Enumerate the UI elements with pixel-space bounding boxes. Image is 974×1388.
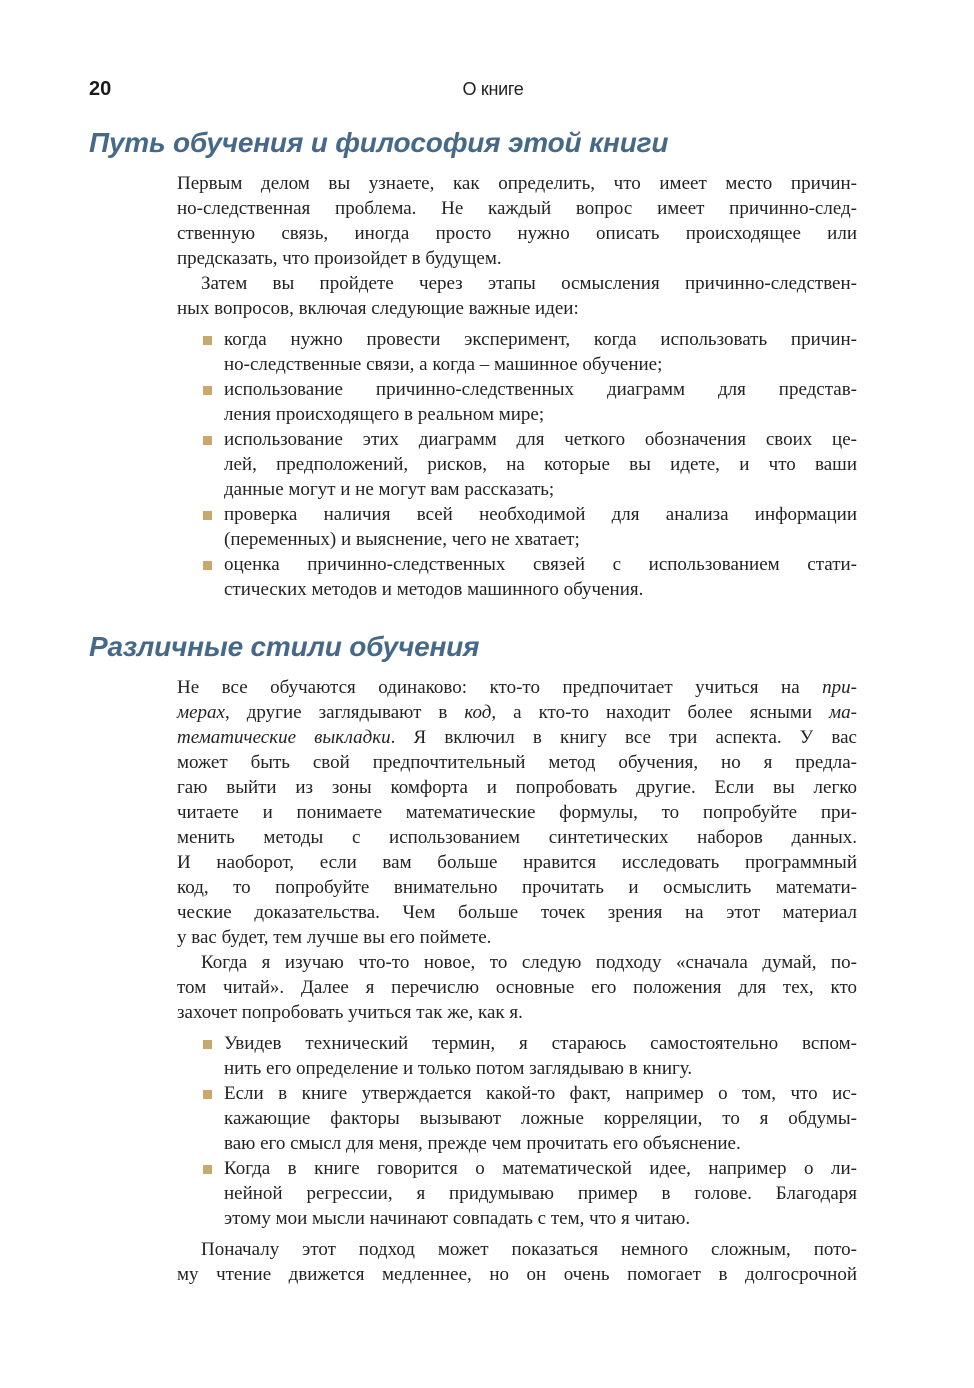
section-body [177,675,857,1287]
text-span: , другие заглядывают в [225,701,465,723]
list-item [177,327,857,377]
text-line: Затем вы пройдете через этапы осмысления причинно-следствен- [201,272,857,294]
list-item [177,377,857,427]
running-title: О книге [462,79,524,99]
text-span: , а кто-то находит более ясными [491,701,830,723]
text-line: кажающие факторы вызывают ложные корреляции, то я обдумы- [224,1107,857,1129]
text-line: но-следственная проблема. Не каждый вопрос имеет причинно-след- [177,197,857,219]
text-line: лей, предположений, рисков, на которые вы идете, и что ваши [224,453,857,475]
text-line: использование причинно-следственных диаграмм для представ- [224,378,857,400]
text-line: Когда в книге говорится о математической идее, например о ли- [224,1157,857,1179]
text-line: ческие доказательства. Чем больше точек зрения на этот материал [177,901,857,923]
list-item [177,1081,857,1156]
text-line: когда нужно провести эксперимент, когда использовать причин- [224,328,857,350]
emphasis-text: ма- [829,701,857,723]
paragraph [177,675,857,950]
page-number: 20 [89,78,112,100]
paragraph [177,171,857,271]
text-line: Первым делом вы узнаете, как определить, что имеет место причин- [177,172,857,194]
bullet-list [177,1031,857,1231]
text-line: захочет попробовать учиться так же, как я. [177,1001,523,1023]
text-line: Поначалу этот подход может показаться немного сложным, пото- [201,1238,857,1260]
square-bullet-icon [203,386,212,395]
text-line: ственную связь, иногда просто нужно описать происходящее или [177,222,857,244]
text-line: ваю его смысл для меня, прежде чем прочитать его объяснение. [224,1132,741,1154]
text-line: Когда я изучаю что-то новое, то следую подходу «сначала думай, по- [201,951,857,973]
text-line: И наоборот, если вам больше нравится исследовать программный [177,851,857,873]
text-line: оценка причинно-следственных связей с использованием стати- [224,553,857,575]
text-line: ных вопросов, включая следующие важные идеи: [177,297,579,319]
square-bullet-icon [203,1040,212,1049]
emphasis-text: тематические выкладки [177,726,391,748]
list-item [177,502,857,552]
paragraph [177,950,857,1025]
text-line [177,700,857,725]
text-span: Не все обучаются одинаково: кто-то предпочитает учиться на [177,676,823,698]
text-line: код, то попробуйте внимательно прочитать и осмыслить математи- [177,876,857,898]
text-line: проверка наличия всей необходимой для анализа информации [224,503,857,525]
square-bullet-icon [203,561,212,570]
text-line: может быть свой предпочтительный метод обучения, но я предла- [177,751,857,773]
text-line: нить его определение и только потом заглядываю в книгу. [224,1057,693,1079]
text-line: предсказать, что произойдет в будущем. [177,247,502,269]
square-bullet-icon [203,1090,212,1099]
emphasis-text: мерах [177,701,225,723]
text-line: (переменных) и выяснение, чего не хватает; [224,528,580,550]
paragraph [177,1237,857,1287]
text-line: му чтение движется медленнее, но он очень помогает в долгосрочной [177,1263,857,1285]
text-line: ления происходящего в реальном мире; [224,403,545,425]
emphasis-text: код [464,701,492,723]
text-line: Если в книге утверждается какой-то факт, например о том, что ис- [224,1082,857,1104]
list-item [177,427,857,502]
text-line: гаю выйти из зоны комфорта и попробовать другие. Если вы легко [177,776,857,798]
text-line [177,725,857,750]
section-heading: Различные стили обучения [89,631,480,662]
text-line: этому мои мысли начинают совпадать с тем, что я читаю. [224,1207,691,1229]
square-bullet-icon [203,511,212,520]
text-line: нейной регрессии, я придумываю пример в голове. Благодаря [224,1182,857,1204]
text-line: данные могут и не могут вам рассказать; [224,478,555,500]
square-bullet-icon [203,336,212,345]
emphasis-text: при- [822,676,857,698]
text-line: использование этих диаграмм для четкого обозначения своих це- [224,428,857,450]
bullet-list [177,327,857,602]
text-span: . Я включил в книгу все три аспекта. У вас [390,726,857,748]
text-line: том читай». Далее я перечислю основные его положения для тех, кто [177,976,857,998]
text-line: у вас будет, тем лучше вы его поймете. [177,926,492,948]
square-bullet-icon [203,1165,212,1174]
text-line: стических методов и методов машинного обучения. [224,578,644,600]
section-body [177,171,857,602]
square-bullet-icon [203,436,212,445]
text-line: менить методы с использованием синтетических наборов данных. [177,826,857,848]
paragraph [177,271,857,321]
list-item [177,552,857,602]
list-item [177,1031,857,1081]
text-line: читаете и понимаете математические формулы, то попробуйте при- [177,801,857,823]
text-line: но-следственные связи, а когда – машинное обучение; [224,353,663,375]
page-content [89,124,857,1287]
section-heading: Путь обучения и философия этой книги [89,127,669,158]
list-item [177,1156,857,1231]
text-line: Увидев технический термин, я стараюсь самостоятельно вспом- [224,1032,857,1054]
text-line [177,675,857,700]
